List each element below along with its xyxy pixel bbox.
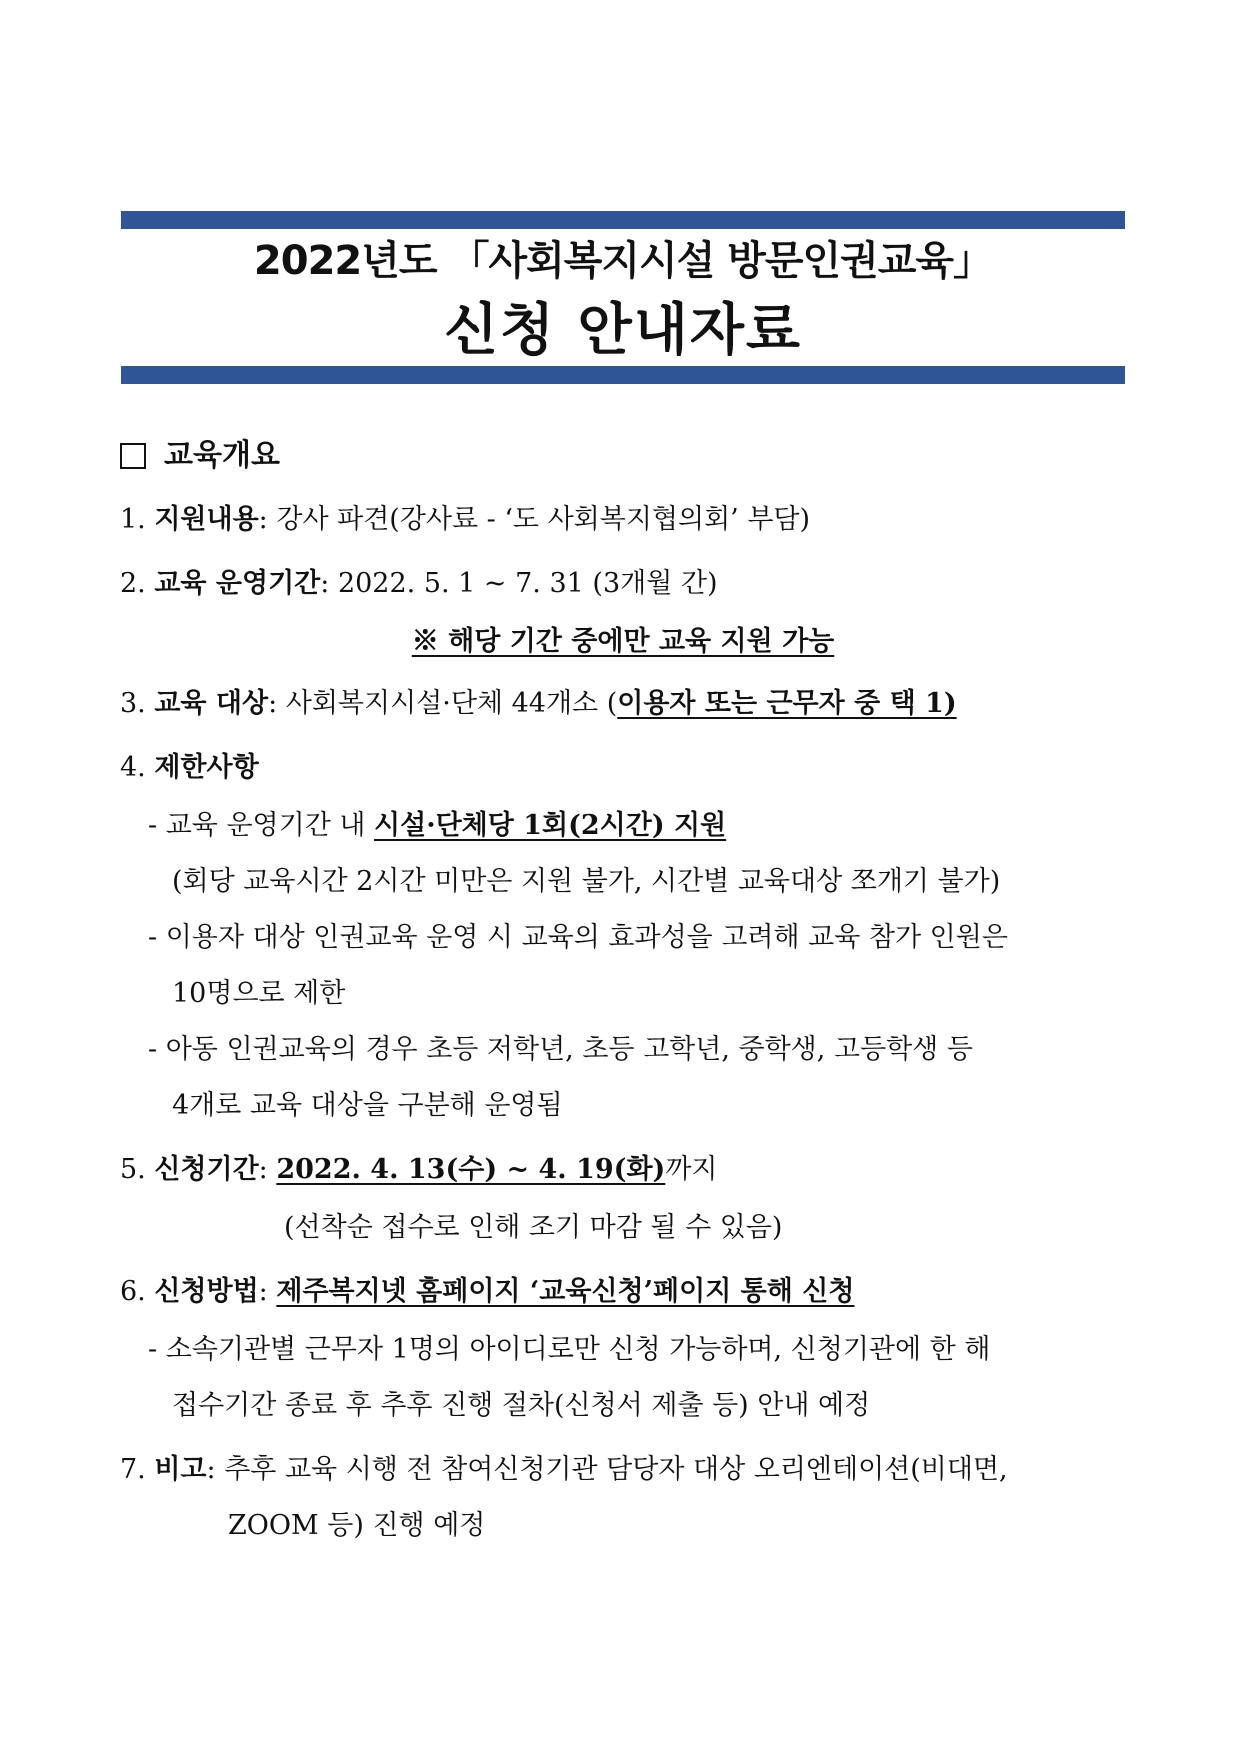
item-colon: :: [258, 1154, 277, 1185]
item-highlight: 제주복지넷 홈페이지 ‘교육신청’페이지 통해 신청: [276, 1276, 855, 1307]
section-label: 교육개요: [164, 438, 280, 473]
item-2: [120, 564, 717, 604]
item-4-bullet-3: - 아동 인권교육의 경우 초등 저학년, 초등 고학년, 중학생, 고등학생 등: [148, 1034, 973, 1065]
item-label: 지원내용: [154, 504, 259, 535]
item-label: 교육 운영기간: [154, 568, 321, 599]
item-1: [120, 500, 810, 540]
item-text: 추후 교육 시행 전 참여신청기관 담당자 대상 오리엔테이션(비대면,: [224, 1454, 1008, 1485]
document-subtitle: 신청 안내자료: [443, 298, 803, 363]
item-highlight: 2022. 4. 13(수) ~ 4. 19(화): [276, 1154, 666, 1185]
item-colon: :: [268, 688, 286, 719]
item-4-bullet-2-cont: 10명으로 제한: [172, 978, 346, 1009]
item-7: [120, 1450, 1008, 1490]
item-number: 4.: [120, 752, 155, 783]
section-heading: [120, 436, 280, 476]
item-number: 2.: [120, 568, 155, 599]
title-top-bar: [121, 211, 1125, 229]
item-text: 사회복지시설·단체 44개소 (: [285, 688, 618, 719]
item-6: [120, 1272, 854, 1312]
bullet-highlight: 시설·단체당 1회(2시간) 지원: [374, 810, 727, 841]
item-label: 신청방법: [154, 1276, 259, 1307]
empty-square-icon: [120, 443, 146, 469]
item-colon: :: [258, 504, 277, 535]
item-4-bullet-2: - 이용자 대상 인권교육 운영 시 교육의 효과성을 고려해 교육 참가 인원은: [148, 922, 1008, 953]
item-colon: :: [258, 1276, 277, 1307]
item-colon: :: [320, 568, 338, 599]
item-note: ※ 해당 기간 중에만 교육 지원 가능: [411, 626, 835, 657]
item-number: 6.: [120, 1276, 155, 1307]
item-label: 신청기간: [154, 1154, 259, 1185]
item-label: 제한사항: [154, 752, 259, 783]
bullet-text: - 교육 운영기간 내: [148, 810, 375, 841]
item-7-cont: ZOOM 등) 진행 예정: [228, 1510, 486, 1541]
item-highlight: 이용자 또는 근무자 중 택 1): [617, 688, 957, 719]
item-number: 7.: [120, 1454, 155, 1485]
item-2-note: [121, 622, 1125, 662]
item-text: 강사 파견(강사료 - ‘도 사회복지협의회’ 부담): [276, 504, 811, 535]
document-title: 2022년도 「사회복지시설 방문인권교육」: [253, 238, 993, 284]
item-suffix: 까지: [665, 1154, 718, 1185]
item-6-bullet-1-cont: 접수기간 종료 후 추후 진행 절차(신청서 제출 등) 안내 예정: [172, 1390, 871, 1421]
item-number: 5.: [120, 1154, 155, 1185]
item-number: 3.: [120, 688, 155, 719]
item-number: 1.: [120, 504, 155, 535]
item-6-bullet-1: - 소속기관별 근무자 1명의 아이디로만 신청 가능하며, 신청기관에 한 해: [148, 1334, 991, 1365]
item-5: [120, 1150, 717, 1190]
item-label: 교육 대상: [154, 688, 269, 719]
item-4-bullet-1-cont: (회당 교육시간 2시간 미만은 지원 불가, 시간별 교육대상 쪼개기 불가): [172, 866, 1001, 897]
item-4: [120, 748, 259, 788]
item-label: 비고: [154, 1454, 207, 1485]
item-3: [120, 684, 957, 724]
item-5-note: (선착순 접수로 인해 조기 마감 될 수 있음): [284, 1212, 783, 1243]
title-bottom-bar: [121, 366, 1125, 384]
item-4-bullet-1: [148, 806, 726, 846]
item-text: 2022. 5. 1 ~ 7. 31 (3개월 간): [337, 568, 718, 599]
item-4-bullet-3-cont: 4개로 교육 대상을 구분해 운영됨: [172, 1090, 563, 1121]
item-colon: :: [206, 1454, 225, 1485]
